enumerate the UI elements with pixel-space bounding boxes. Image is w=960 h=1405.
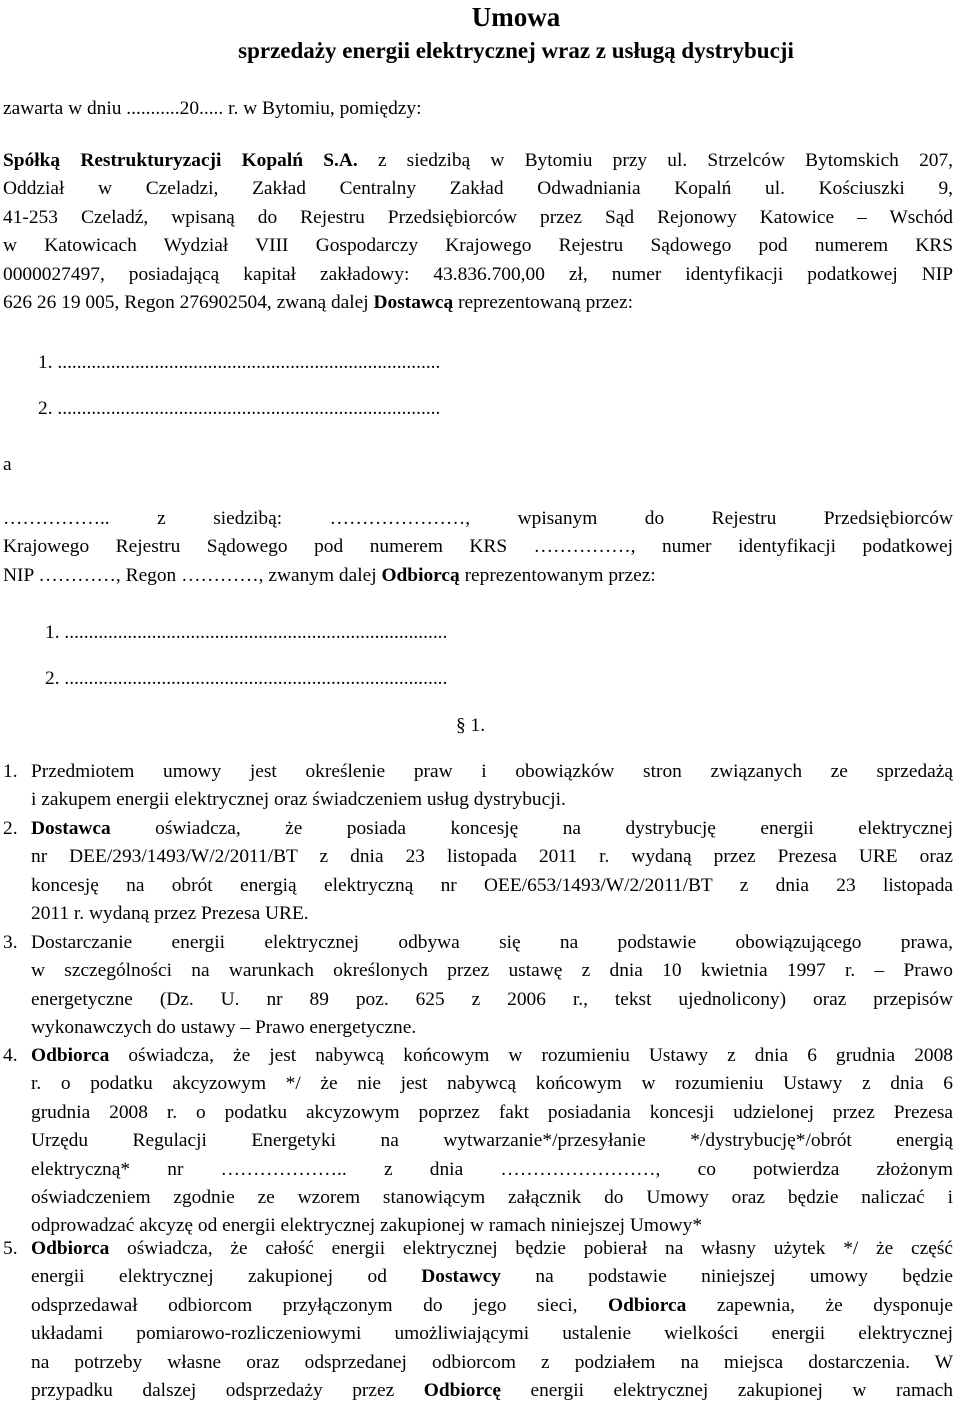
party-name: Odbiorcę xyxy=(423,1379,501,1401)
clause-line: Odbiorca oświadcza, że całość energii elektrycznej będzie pobierał na własny użytek */ że część xyxy=(31,1238,953,1259)
clause-number: 4. xyxy=(3,1045,18,1066)
clause-line: Dostawca oświadcza, że posiada koncesję na dystrybucję energii elektrycznej xyxy=(31,818,953,839)
clause-line: nr DEE/293/1493/W/2/2011/BT z dnia 23 listopada 2011 r. wydaną przez Prezesa URE oraz xyxy=(31,846,953,868)
buyer-block xyxy=(3,505,953,590)
buyer-rep-2: 2. ............................................................................... xyxy=(45,668,448,689)
section-heading: § 1. xyxy=(456,715,486,736)
clause-number: 2. xyxy=(3,818,18,839)
intro-line: zawarta w dniu ...........20..... r. w Bytomiu, pomiędzy: xyxy=(3,98,422,119)
supplier-line: 0000027497, posiadającą kapitał zakładowy: 43.836.700,00 zł, numer identyfikacji podatkowej NIP xyxy=(3,263,953,285)
clause-number: 1. xyxy=(3,761,18,782)
clause-line: na potrzeby własne oraz odsprzedanej odbiorcom z podziałem na miejsca dostarczenia. W xyxy=(31,1351,953,1373)
supplier-line: 41-253 Czeladź, wpisaną do Rejestru Przedsiębiorców przez Sąd Rejonowy Katowice – Wschód xyxy=(3,206,953,228)
and-word: a xyxy=(3,454,12,475)
clause-line: oświadczeniem zgodnie ze wzorem stanowiącym załącznik do Umowy oraz będzie naliczać i xyxy=(31,1186,953,1208)
buyer-line: NIP …………, Regon …………, zwanym dalej Odbiorcą reprezentowanym przez: xyxy=(3,564,656,586)
clause-line: w szczególności na warunkach określonych przez ustawę z dnia 10 kwietnia 1997 r. – Prawo xyxy=(31,960,953,982)
clause-text xyxy=(31,929,953,1043)
supplier-line: 626 26 19 005, Regon 276902504, zwaną dalej Dostawcą reprezentowaną przez: xyxy=(3,291,633,313)
party-name: Dostawca xyxy=(31,818,111,839)
supplier-name: Spółką Restrukturyzacji Kopalń S.A. xyxy=(3,150,358,171)
clause-line: energii elektrycznej zakupionej od Dostawcy na podstawie niniejszej umowy będzie xyxy=(31,1266,953,1288)
clause-line: 2011 r. wydaną przez Prezesa URE. xyxy=(31,903,309,925)
supplier-role: Dostawcą xyxy=(373,291,454,313)
clause-text xyxy=(31,815,953,929)
clause-text xyxy=(31,1235,953,1405)
clause-line: Dostarczanie energii elektrycznej odbywa się na podstawie obowiązującego prawa, xyxy=(31,932,953,953)
supplier-line: Oddział w Czeladzi, Zakład Centralny Zakład Odwadniania Kopalń ul. Kościuszki 9, xyxy=(3,178,953,200)
clause-line: Odbiorca oświadcza, że jest nabywcą końcowym w rozumieniu Ustawy z dnia 6 grudnia 2008 xyxy=(31,1045,953,1066)
party-name: Odbiorca xyxy=(31,1238,110,1259)
clause-text xyxy=(31,758,953,815)
party-name: Dostawcy xyxy=(421,1266,501,1288)
clause-line: Przedmiotem umowy jest określenie praw i obowiązków stron związanych ze sprzedażą xyxy=(31,761,953,782)
buyer-line: …………….. z siedzibą: …………………, wpisanym do Rejestru Przedsiębiorców xyxy=(3,508,953,529)
clause-line: elektryczną* nr ……………….. z dnia ……………………, co potwierdza złożonym xyxy=(31,1158,953,1180)
clause-line: wykonawczych do ustawy – Prawo energetyczne. xyxy=(31,1017,417,1039)
clause-line: Urzędu Regulacji Energetyki na wytwarzanie*/przesyłanie */dystrybucję*/obrót energią xyxy=(31,1130,953,1152)
clause-line: r. o podatku akcyzowym */ że nie jest nabywcą końcowym w rozumieniu Ustawy z dnia 6 xyxy=(31,1073,953,1095)
clause-line: odsprzedawał odbiorcom przyłączonym do jego sieci, Odbiorca zapewnia, że dysponuje xyxy=(31,1294,953,1316)
clause-number: 5. xyxy=(3,1238,18,1259)
clause-line: energetyczne (Dz. U. nr 89 poz. 625 z 2006 r., tekst ujednolicony) oraz przepisów xyxy=(31,988,953,1010)
clause-number: 3. xyxy=(3,932,18,953)
clause-line: przypadku dalszej odsprzedaży przez Odbiorcę energii elektrycznej zakupionej w ramach xyxy=(31,1379,953,1401)
supplier-line: w Katowicach Wydział VIII Gospodarczy Krajowego Rejestru Sądowego pod numerem KRS xyxy=(3,235,953,257)
buyer-rep-1: 1. ............................................................................... xyxy=(45,622,448,643)
party-name: Odbiorca xyxy=(608,1294,687,1316)
clause-line: i zakupem energii elektrycznej oraz świadczeniem usług dystrybucji. xyxy=(31,789,566,811)
supplier-line: Spółką Restrukturyzacji Kopalń S.A. z siedzibą w Bytomiu przy ul. Strzelców Bytomskich 207, xyxy=(3,150,953,171)
clause-line: układami pomiarowo-rozliczeniowymi umożliwiającymi ustalenie wielkości energii elektrycznej xyxy=(31,1323,953,1345)
supplier-rep-1: 1. ............................................................................... xyxy=(38,352,441,373)
buyer-line: Krajowego Rejestru Sądowego pod numerem KRS ……………, numer identyfikacji podatkowej xyxy=(3,536,953,558)
document-subtitle: sprzedaży energii elektrycznej wraz z usługą dystrybucji xyxy=(238,38,794,63)
clause-text xyxy=(31,1042,953,1241)
clause-line: koncesję na obrót energią elektryczną nr OEE/653/1493/W/2/2011/BT z dnia 23 listopada xyxy=(31,874,953,896)
clause-line: grudnia 2008 r. o podatku akcyzowym poprzez fakt posiadania koncesji udzielonej przez Prezesa xyxy=(31,1101,953,1123)
party-name: Odbiorca xyxy=(31,1045,110,1066)
supplier-block xyxy=(3,147,953,317)
supplier-rep-2: 2. ............................................................................... xyxy=(38,398,441,419)
clause-line: odprowadzać akcyzę od energii elektrycznej zakupionej w ramach niniejszej Umowy* xyxy=(31,1215,703,1237)
document-title: Umowa xyxy=(471,2,561,32)
buyer-role: Odbiorcą xyxy=(381,564,460,586)
